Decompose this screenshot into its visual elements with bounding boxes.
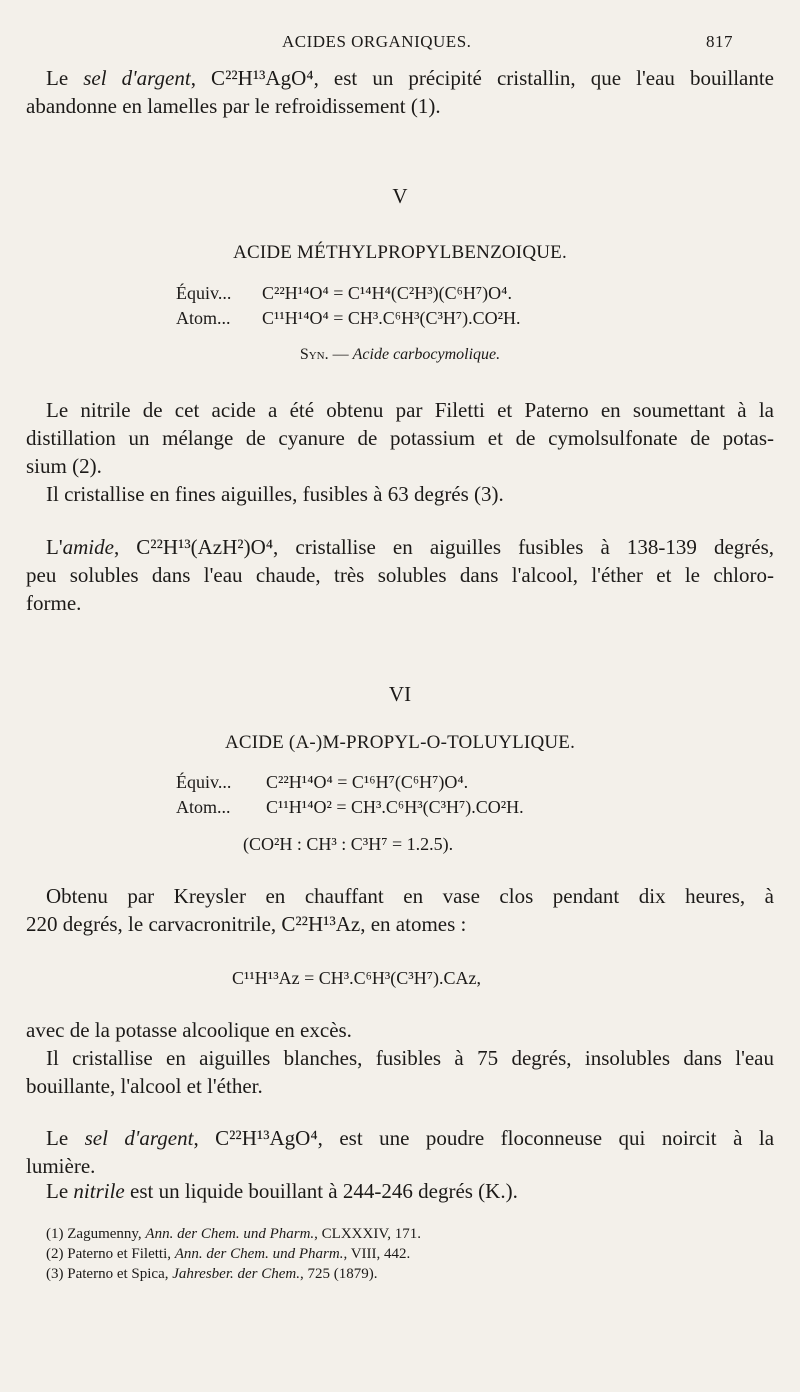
atom-label: Atom... — [176, 308, 231, 328]
paragraph-amide — [26, 533, 774, 617]
paragraph-silver-salt — [26, 64, 774, 120]
atom-formula: C¹¹H¹⁴O² = CH³.C⁶H³(C³H⁷).CO²H. — [266, 797, 524, 817]
paragraph-potash — [26, 1016, 774, 1044]
footnote: (1) Zagumenny, Ann. der Chem. und Pharm., CLXXXIV, 171. — [46, 1226, 421, 1242]
paragraph-nitrile — [26, 396, 774, 480]
footnote-mark: (2) — [46, 1246, 64, 1262]
atom-formula: C¹¹H¹⁴O⁴ = CH³.C⁶H³(C³H⁷).CO²H. — [262, 308, 521, 328]
footnote-mark: (1) — [46, 1226, 64, 1242]
paragraph-kreysler — [26, 882, 774, 938]
footnote-mark: (3) — [46, 1266, 64, 1282]
paragraph-line: Le nitrile est un liquide bouillant à 244-246 degrés (K.). — [46, 1179, 518, 1203]
paragraph-line: L'amide, C²²H¹³(AzH²)O⁴, cristallise en aiguilles fusibles à 138-139 degrés, — [46, 535, 774, 559]
paragraph-line: avec de la potasse alcoolique en excès. — [26, 1018, 352, 1042]
paragraph-line: Il cristallise en aiguilles blanches, fusibles à 75 degrés, insolubles dans l'eau — [46, 1046, 774, 1070]
carvacronitrile-formula: C¹¹H¹³Az = CH³.C⁶H³(C³H⁷).CAz, — [232, 968, 481, 988]
equiv-label: Équiv... — [176, 283, 232, 303]
equiv-label: Équiv... — [176, 772, 232, 792]
footnote: (3) Paterno et Spica, Jahresber. der Chem., 725 (1879). — [46, 1266, 378, 1282]
paragraph-crystallise-fine — [26, 480, 774, 508]
paragraph-crystallise-white — [26, 1044, 774, 1100]
paragraph-line: abandonne en lamelles par le refroidissement (1). — [26, 94, 441, 118]
section-numeral: VI — [388, 682, 412, 706]
paragraph-line: peu solubles dans l'eau chaude, très solubles dans l'alcool, l'éther et le chloro- — [26, 563, 774, 587]
paragraph-line: sium (2). — [26, 454, 102, 478]
paragraph-nitrile-liquid — [26, 1177, 774, 1205]
equiv-formula: C²²H¹⁴O⁴ = C¹⁶H⁷(C⁶H⁷)O⁴. — [266, 772, 469, 792]
paragraph-silver-salt-2 — [26, 1124, 774, 1180]
page-number: 817 — [706, 32, 733, 51]
paragraph-line: Le sel d'argent, C²²H¹³AgO⁴, est une poudre floconneuse qui noircit à la — [46, 1126, 775, 1150]
section-title: ACIDE MÉTHYLPROPYLBENZOIQUE. — [233, 242, 567, 263]
paragraph-line: Il cristallise en fines aiguilles, fusibles à 63 degrés (3). — [46, 482, 504, 506]
paragraph-line: Obtenu par Kreysler en chauffant en vase clos pendant dix heures, à — [46, 884, 774, 908]
section-title: ACIDE (A-)M-PROPYL-O-TOLUYLIQUE. — [224, 732, 576, 753]
paragraph-line: bouillante, l'alcool et l'éther. — [26, 1074, 263, 1098]
paragraph-line: distillation un mélange de cyanure de potassium et de cymolsulfonate de potas- — [26, 426, 774, 450]
paragraph-line: forme. — [26, 591, 82, 615]
paragraph-line: 220 degrés, le carvacronitrile, C²²H¹³Az, en atomes : — [26, 912, 467, 936]
paragraph-line: Le sel d'argent, C²²H¹³AgO⁴, est un précipité cristallin, que l'eau bouillante — [46, 66, 775, 90]
running-header-title: ACIDES ORGANIQUES. — [282, 32, 472, 51]
paragraph-line: Le nitrile de cet acide a été obtenu par Filetti et Paterno en soumettant à la — [46, 398, 774, 422]
synonym-line: Syn. — Acide carbocymolique. — [299, 346, 501, 363]
position-formula: (CO²H : CH³ : C³H⁷ = 1.2.5). — [243, 834, 454, 854]
paragraph-line: lumière. — [26, 1154, 96, 1178]
equiv-formula: C²²H¹⁴O⁴ = C¹⁴H⁴(C²H³)(C⁶H⁷)O⁴. — [262, 283, 512, 303]
atom-label: Atom... — [176, 797, 231, 817]
section-numeral: V — [392, 184, 408, 208]
footnote: (2) Paterno et Filetti, Ann. der Chem. und Pharm., VIII, 442. — [46, 1246, 411, 1262]
